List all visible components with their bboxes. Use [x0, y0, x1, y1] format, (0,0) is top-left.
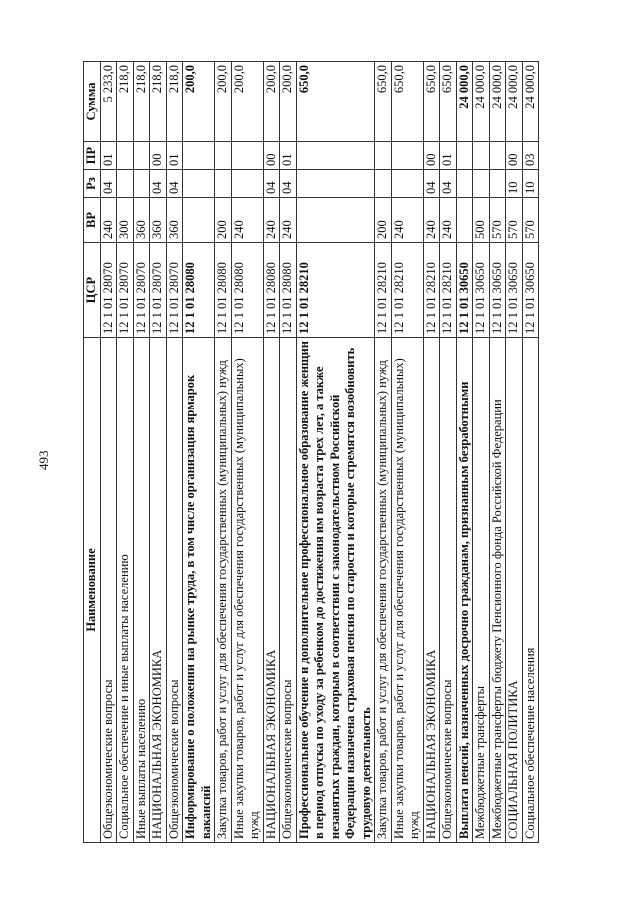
table-row [133, 62, 150, 843]
cell-csr: 12 1 01 28070 [166, 243, 183, 338]
cell-name: Иные выплаты населению [133, 338, 150, 843]
cell-sum: 24 000,0 [456, 62, 473, 142]
cell-vr: 570 [489, 198, 506, 243]
cell-csr: 12 1 01 28080 [231, 243, 263, 338]
cell-sum: 650,0 [423, 62, 440, 142]
cell-vr: 300 [117, 198, 134, 243]
cell-csr: 12 1 01 28210 [296, 243, 375, 338]
table-row [456, 62, 473, 843]
table-row [473, 62, 490, 843]
cell-sum: 24 000,0 [522, 62, 539, 142]
cell-sum: 24 000,0 [506, 62, 523, 142]
cell-rz [375, 170, 392, 198]
header-name: Наименование [84, 338, 101, 843]
cell-name: Межбюджетные трансферты [473, 338, 490, 843]
cell-pr [489, 142, 506, 170]
header-vr: ВР [84, 198, 101, 243]
cell-name: Закупка товаров, работ и услуг для обеспечения государственных (муниципальных) нужд [375, 338, 392, 843]
table-row [522, 62, 539, 843]
cell-vr: 240 [423, 198, 440, 243]
cell-name: Выплата пенсий, назначенных досрочно гражданам, признанным безработными [456, 338, 473, 843]
cell-vr: 240 [440, 198, 457, 243]
cell-pr [117, 142, 134, 170]
cell-sum: 218,0 [166, 62, 183, 142]
table-header-row [84, 62, 101, 843]
cell-pr [456, 142, 473, 170]
cell-csr: 12 1 01 28210 [423, 243, 440, 338]
cell-name: Иные закупки товаров, работ и услуг для обеспечения государственных (муниципальных) нужд [231, 338, 263, 843]
cell-csr: 12 1 01 28080 [263, 243, 280, 338]
cell-pr [473, 142, 490, 170]
cell-vr [296, 198, 375, 243]
cell-name: НАЦИОНАЛЬНАЯ ЭКОНОМИКА [423, 338, 440, 843]
cell-sum: 650,0 [440, 62, 457, 142]
cell-csr: 12 1 01 28210 [391, 243, 423, 338]
cell-name: Межбюджетные трансферты бюджету Пенсионного фонда Российской Федерации [489, 338, 506, 843]
cell-csr: 12 1 01 28080 [183, 243, 215, 338]
cell-rz [296, 170, 375, 198]
cell-csr: 12 1 01 28080 [280, 243, 297, 338]
cell-pr: 00 [506, 142, 523, 170]
cell-rz [183, 170, 215, 198]
table-row [296, 62, 375, 843]
cell-vr: 360 [133, 198, 150, 243]
header-sum: Сумма [84, 62, 101, 142]
cell-name: Общеэкономические вопросы [280, 338, 297, 843]
cell-rz: 04 [263, 170, 280, 198]
cell-pr [183, 142, 215, 170]
cell-rz [391, 170, 423, 198]
header-rz: Рз [84, 170, 101, 198]
cell-vr: 240 [391, 198, 423, 243]
table-row [166, 62, 183, 843]
cell-pr: 03 [522, 142, 539, 170]
cell-csr: 12 1 01 30650 [473, 243, 490, 338]
table-row [391, 62, 423, 843]
cell-sum: 24 000,0 [473, 62, 490, 142]
cell-vr: 240 [263, 198, 280, 243]
table-row [117, 62, 134, 843]
cell-name: Иные закупки товаров, работ и услуг для обеспечения государственных (муниципальных) нужд [391, 338, 423, 843]
table-row [231, 62, 263, 843]
cell-rz [456, 170, 473, 198]
header-pr: ПР [84, 142, 101, 170]
cell-csr: 12 1 01 30650 [506, 243, 523, 338]
cell-rz [489, 170, 506, 198]
table-row [506, 62, 523, 843]
cell-sum: 650,0 [391, 62, 423, 142]
cell-vr: 570 [522, 198, 539, 243]
cell-vr: 360 [150, 198, 167, 243]
cell-vr: 200 [215, 198, 232, 243]
cell-sum: 218,0 [133, 62, 150, 142]
cell-csr: 12 1 01 28070 [150, 243, 167, 338]
cell-rz: 04 [150, 170, 167, 198]
cell-csr: 12 1 01 28070 [100, 243, 117, 338]
cell-csr: 12 1 01 28210 [375, 243, 392, 338]
table-row [215, 62, 232, 843]
cell-name: Общеэкономические вопросы [440, 338, 457, 843]
cell-vr: 360 [166, 198, 183, 243]
table-row [183, 62, 215, 843]
cell-name: Закупка товаров, работ и услуг для обеспечения государственных (муниципальных) нужд [215, 338, 232, 843]
cell-name: НАЦИОНАЛЬНАЯ ЭКОНОМИКА [263, 338, 280, 843]
cell-pr [391, 142, 423, 170]
cell-pr: 01 [100, 142, 117, 170]
cell-csr: 12 1 01 30650 [489, 243, 506, 338]
cell-rz [117, 170, 134, 198]
cell-pr [215, 142, 232, 170]
table-row [100, 62, 117, 843]
cell-rz: 04 [280, 170, 297, 198]
cell-rz: 04 [440, 170, 457, 198]
cell-pr [133, 142, 150, 170]
cell-pr: 00 [150, 142, 167, 170]
cell-sum: 200,0 [280, 62, 297, 142]
cell-pr [296, 142, 375, 170]
table-row [280, 62, 297, 843]
cell-csr: 12 1 01 28210 [440, 243, 457, 338]
cell-vr [456, 198, 473, 243]
cell-sum: 650,0 [296, 62, 375, 142]
table-row [150, 62, 167, 843]
cell-sum: 650,0 [375, 62, 392, 142]
cell-pr [375, 142, 392, 170]
cell-name: Социальное обеспечение и иные выплаты населению [117, 338, 134, 843]
table-row [423, 62, 440, 843]
cell-rz [231, 170, 263, 198]
cell-pr: 01 [166, 142, 183, 170]
cell-pr: 00 [423, 142, 440, 170]
page-number: 493 [36, 450, 51, 470]
table-row [263, 62, 280, 843]
cell-name: Общеэкономические вопросы [100, 338, 117, 843]
budget-table [83, 61, 539, 843]
cell-vr: 200 [375, 198, 392, 243]
cell-sum: 200,0 [231, 62, 263, 142]
cell-vr: 240 [100, 198, 117, 243]
table-row [375, 62, 392, 843]
cell-csr: 12 1 01 30650 [456, 243, 473, 338]
cell-sum: 218,0 [117, 62, 134, 142]
cell-csr: 12 1 01 28080 [215, 243, 232, 338]
cell-rz [215, 170, 232, 198]
cell-sum: 200,0 [215, 62, 232, 142]
cell-name: Социальное обеспечение населения [522, 338, 539, 843]
cell-pr: 01 [280, 142, 297, 170]
cell-vr: 240 [231, 198, 263, 243]
cell-name: СОЦИАЛЬНАЯ ПОЛИТИКА [506, 338, 523, 843]
cell-vr: 500 [473, 198, 490, 243]
cell-sum: 218,0 [150, 62, 167, 142]
cell-name: НАЦИОНАЛЬНАЯ ЭКОНОМИКА [150, 338, 167, 843]
cell-csr: 12 1 01 28070 [133, 243, 150, 338]
cell-rz: 10 [506, 170, 523, 198]
cell-pr: 00 [263, 142, 280, 170]
cell-sum: 200,0 [183, 62, 215, 142]
cell-vr: 570 [506, 198, 523, 243]
cell-vr [183, 198, 215, 243]
cell-rz: 04 [423, 170, 440, 198]
cell-csr: 12 1 01 30650 [522, 243, 539, 338]
cell-pr: 01 [440, 142, 457, 170]
cell-csr: 12 1 01 28070 [117, 243, 134, 338]
cell-rz: 10 [522, 170, 539, 198]
cell-rz: 04 [100, 170, 117, 198]
table-row [489, 62, 506, 843]
cell-vr: 240 [280, 198, 297, 243]
cell-rz: 04 [166, 170, 183, 198]
cell-sum: 5 233,0 [100, 62, 117, 142]
header-csr: ЦСР [84, 243, 101, 338]
cell-rz [133, 170, 150, 198]
cell-sum: 24 000,0 [489, 62, 506, 142]
cell-name: Профессиональное обучение и дополнительное профессиональное образование женщин в период отпуска по уходу за ребенком до достижения им возраста трех лет, а также незанятых граждан, которым в соответствии с законодательством Российской Федерации назначена страховая пенсия по старости и которые стремятся возобновить трудовую деятельность [296, 338, 375, 843]
cell-name: Общеэкономические вопросы [166, 338, 183, 843]
cell-name: Информирование о положении на рынке труда, в том числе организация ярмарок вакансий [183, 338, 215, 843]
table-row [440, 62, 457, 843]
cell-rz [473, 170, 490, 198]
rotated-table-container [83, 62, 537, 843]
cell-pr [231, 142, 263, 170]
cell-sum: 200,0 [263, 62, 280, 142]
